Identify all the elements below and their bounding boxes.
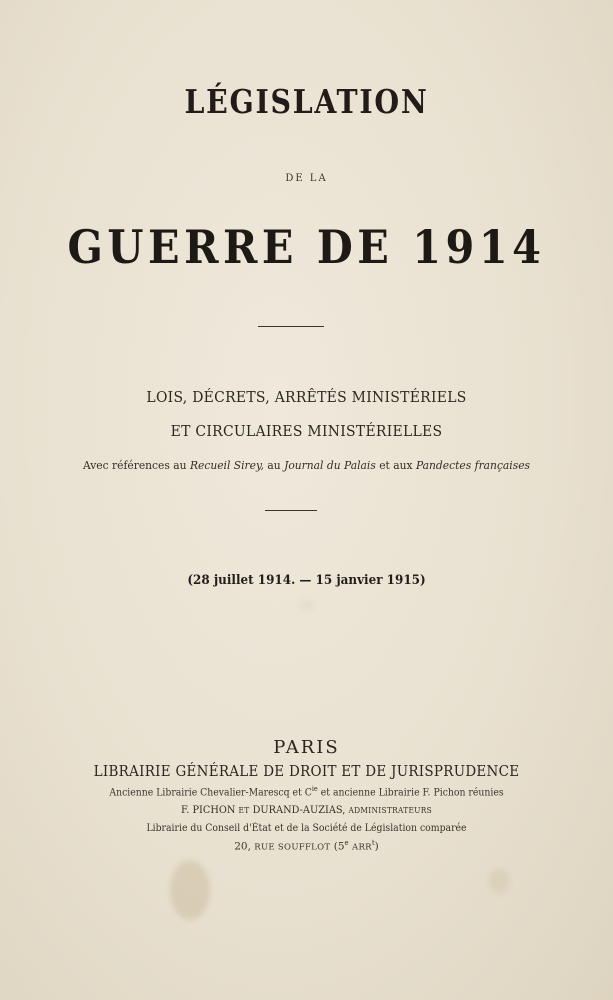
address-arr-open: (5 bbox=[333, 840, 345, 853]
address-arr-sup-2: t bbox=[371, 839, 375, 847]
references-prefix: Avec références au bbox=[82, 458, 187, 472]
imprint-owners bbox=[21, 804, 591, 816]
imprint-publisher: LIBRAIRIE GÉNÉRALE DE DROIT ET DE JURISPRUDENCE bbox=[93, 764, 520, 780]
address-arr: ARR bbox=[352, 842, 372, 853]
references-middle: au bbox=[267, 458, 281, 472]
title-legislation: LÉGISLATION bbox=[184, 82, 429, 121]
divider-rule bbox=[258, 326, 324, 327]
references-journal: Journal du Palais bbox=[284, 458, 376, 472]
divider-rule bbox=[265, 510, 317, 511]
title-guerre-1914: GUERRE DE 1914 bbox=[67, 220, 546, 274]
title-connector: DE LA bbox=[285, 173, 328, 184]
owners-role: ADMINISTRATEURS bbox=[348, 806, 432, 815]
address-close: ) bbox=[374, 840, 379, 853]
address-number: 20, bbox=[234, 840, 251, 853]
subtitle-line-2: ET CIRCULAIRES MINISTÉRIELLES bbox=[170, 422, 443, 440]
former-houses-part-2: et ancienne Librairie F. Pichon réunies bbox=[320, 787, 504, 799]
references-recueil: Recueil Sirey, bbox=[189, 458, 264, 472]
owners-et: ET bbox=[238, 806, 250, 815]
former-houses-part-1: Ancienne Librairie Chevalier-Marescq et C bbox=[109, 787, 312, 799]
owners-name-1: F. PICHON bbox=[180, 804, 236, 816]
owners-name-2: DURAND-AUZIAS, bbox=[252, 804, 346, 816]
paper-stain bbox=[488, 868, 510, 894]
references-pandectes: Pandectes françaises bbox=[415, 458, 531, 472]
imprint-council: Librairie du Conseil d'État et de la Société de Législation comparée bbox=[146, 823, 467, 834]
subtitle-line-1: LOIS, DÉCRETS, ARRÊTÉS MINISTÉRIELS bbox=[146, 388, 467, 406]
address-street: RUE SOUFFLOT bbox=[254, 842, 331, 853]
address-arr-sup: e bbox=[344, 839, 349, 847]
imprint-former-houses bbox=[21, 785, 591, 798]
imprint-address bbox=[0, 839, 613, 853]
references-and: et aux bbox=[379, 458, 413, 472]
imprint-city: PARIS bbox=[273, 737, 340, 758]
references-line bbox=[21, 458, 591, 472]
paper-stain bbox=[170, 860, 210, 920]
paper-stain bbox=[300, 600, 314, 610]
date-range: (28 juillet 1914. — 15 janvier 1915) bbox=[187, 573, 426, 588]
former-houses-sup: ie bbox=[311, 785, 318, 793]
